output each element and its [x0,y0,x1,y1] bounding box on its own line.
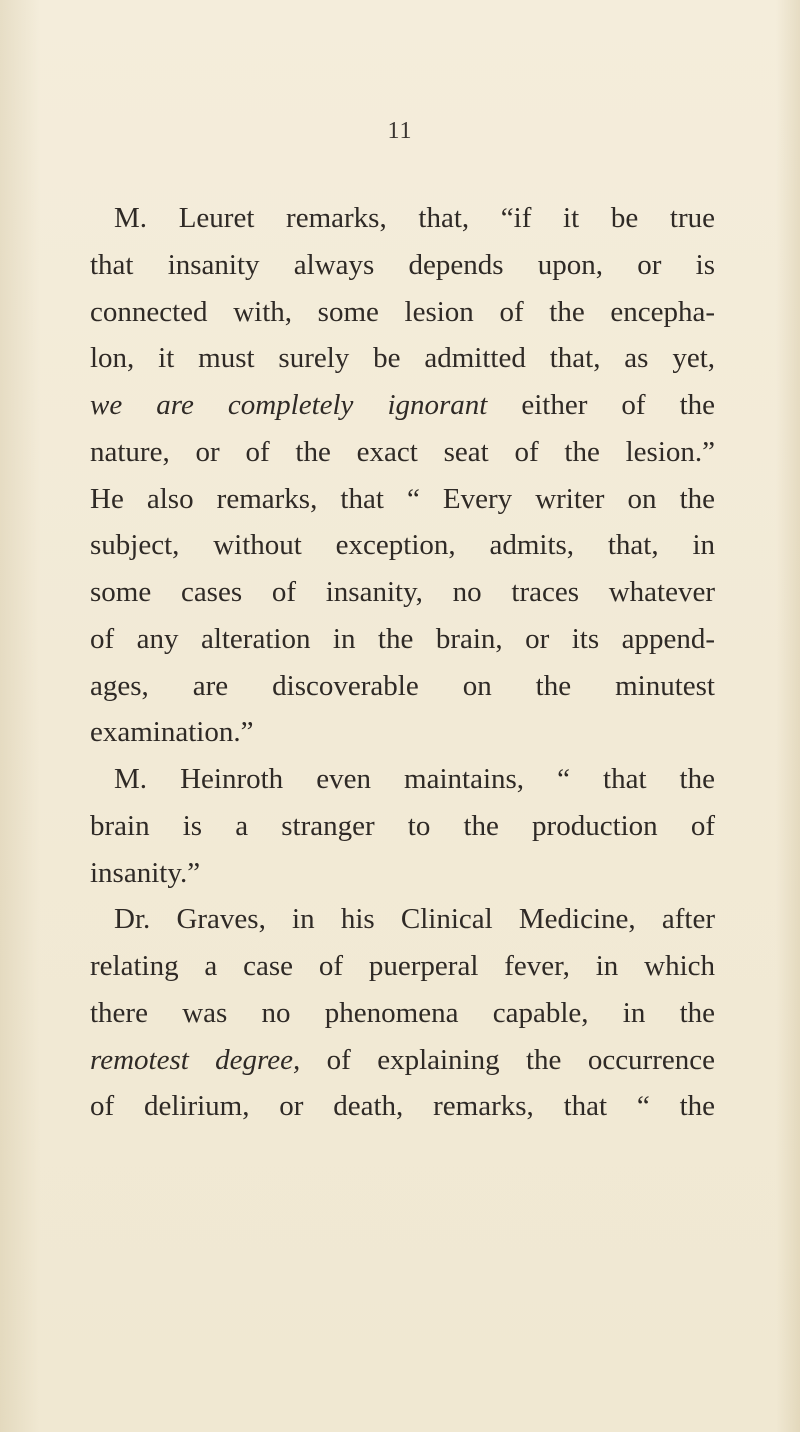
italic-phrase: we are completely ignorant [90,389,488,421]
text-line: M. Leuret remarks, that, “if it be true [114,202,715,234]
text-line: Dr. Graves, in his Clinical Medicine, after [114,903,715,936]
text-line: brain is a stranger to the production of [90,809,715,842]
body-text [90,195,715,1130]
text-line: of any alteration in the brain, or its append- [90,622,715,655]
text-line: insanity.” [90,856,201,889]
italic-phrase: remotest degree, [90,1043,301,1076]
text-line-rest: of explaining the occurrence [300,1043,715,1076]
text-line: He also remarks, that “ Every writer on the [90,482,715,515]
text-line-rest: either of the [487,389,715,421]
text-line: nature, or of the exact seat of the lesion.” [90,435,715,468]
text-line [90,1037,715,1084]
text-line: that insanity always depends upon, or is [90,248,715,281]
text-line: M. Heinroth even maintains, “ that the [114,763,715,795]
text-line: relating a case of puerperal fever, in which [90,950,715,982]
text-line: some cases of insanity, no traces whatever [90,576,715,608]
text-line: ages, are discoverable on the minutest [90,669,715,702]
text-line: there was no phenomena capable, in the [90,996,715,1029]
text-line: examination.” [90,716,254,749]
text-line: connected with, some lesion of the encepha- [90,295,715,328]
text-line: lon, it must surely be admitted that, as yet, [90,342,715,375]
text-line [90,382,715,429]
text-line: subject, without exception, admits, that, in [90,529,715,562]
text-line: of delirium, or death, remarks, that “ the [90,1090,715,1123]
page-number: 11 [387,118,413,144]
